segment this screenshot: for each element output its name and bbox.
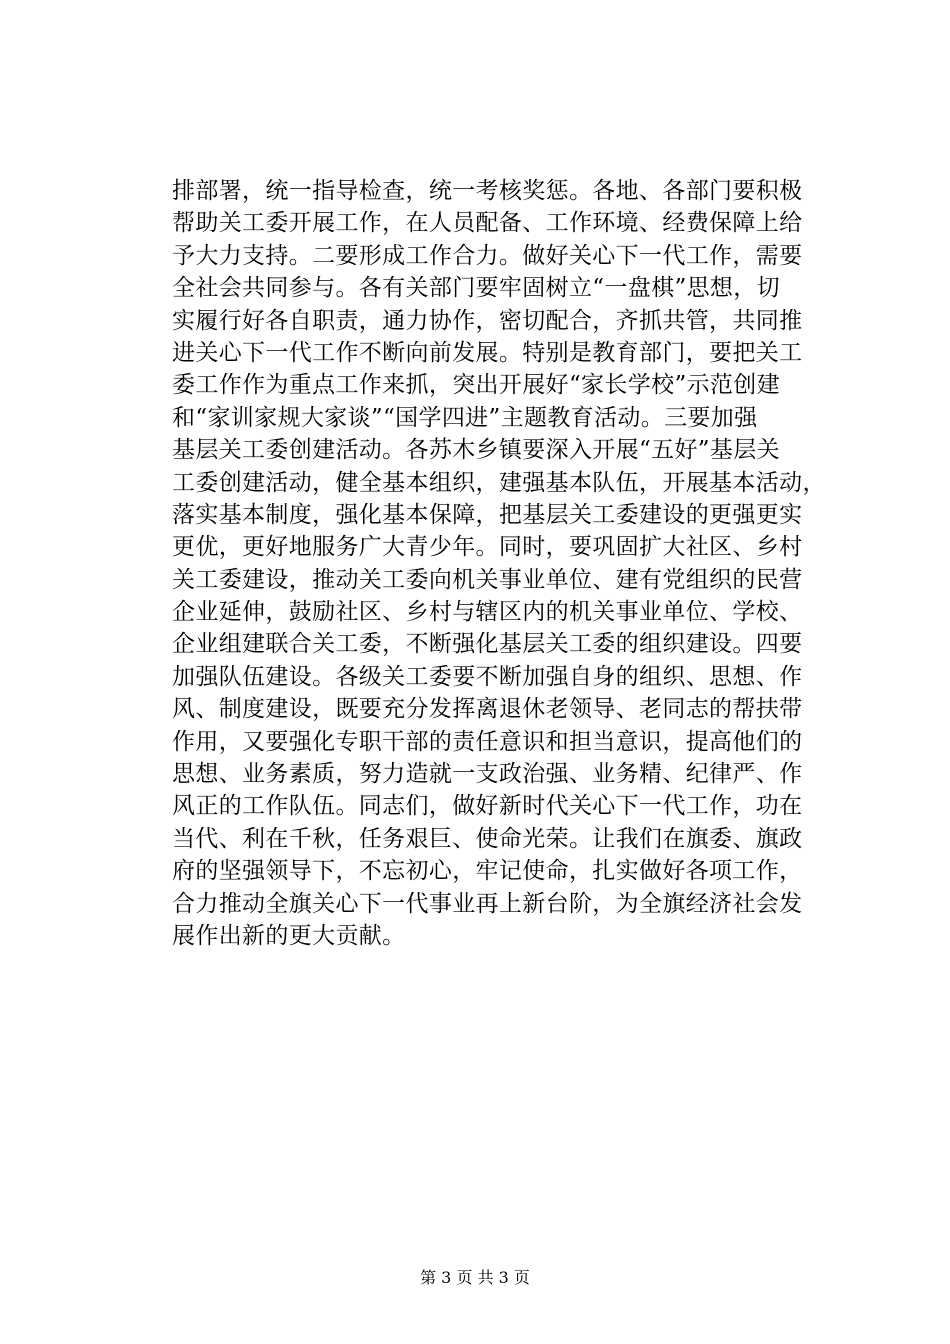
text-line: 作用，又要强化专职干部的责任意识和担当意识，提高他们的	[172, 728, 803, 755]
text-line: 全社会共同参与。各有关部门要牢固树立“一盘棋”思想，切	[172, 275, 780, 302]
text-line: 企业延伸，鼓励社区、乡村与辖区内的机关事业单位、学校、	[172, 599, 803, 626]
text-line: 合力推动全旗关心下一代事业再上新台阶，为全旗经济社会发	[172, 890, 803, 917]
text-line: 实履行好各自职责，通力协作，密切配合，齐抓共管，共同推	[172, 307, 803, 334]
text-line: 关工委建设，推动关工委向机关事业单位、建有党组织的民营	[172, 566, 803, 593]
text-line: 和“家训家规大家谈”“国学四进”主题教育活动。三要加强	[172, 404, 758, 431]
text-line: 帮助关工委开展工作，在人员配备、工作环境、经费保障上给	[172, 210, 803, 237]
text-line: 基层关工委创建活动。各苏木乡镇要深入开展“五好”基层关	[172, 437, 780, 464]
text-line: 思想、业务素质，努力造就一支政治强、业务精、纪律严、作	[172, 761, 803, 788]
text-line: 进关心下一代工作不断向前发展。特别是教育部门，要把关工	[172, 339, 803, 366]
text-line: 排部署，统一指导检查，统一考核奖惩。各地、各部门要积极	[172, 178, 803, 204]
text-line: 委工作作为重点工作来抓，突出开展好“家长学校”示范创建	[172, 372, 780, 399]
text-line: 予大力支持。二要形成工作合力。做好关心下一代工作，需要	[172, 242, 803, 269]
text-line: 更优，更好地服务广大青少年。同时，要巩固扩大社区、乡村	[172, 534, 803, 561]
text-line: 府的坚强领导下，不忘初心，牢记使命，扎实做好各项工作，	[172, 858, 803, 885]
text-line: 风、制度建设，既要充分发挥离退休老领导、老同志的帮扶带	[172, 696, 803, 723]
page-number-footer: 第 3 页 共 3 页	[420, 1268, 530, 1287]
body-text	[172, 175, 832, 952]
text-line: 加强队伍建设。各级关工委要不断加强自身的组织、思想、作	[172, 663, 803, 690]
text-line: 落实基本制度，强化基本保障，把基层关工委建设的更强更实	[172, 501, 803, 528]
text-line: 企业组建联合关工委，不断强化基层关工委的组织建设。四要	[172, 631, 803, 658]
text-line: 当代、利在千秋，任务艰巨、使命光荣。让我们在旗委、旗政	[172, 825, 803, 852]
text-line: 展作出新的更大贡献。	[172, 922, 406, 949]
text-line: 工委创建活动，健全基本组织，建强基本队伍，开展基本活动，	[172, 469, 826, 496]
text-line: 风正的工作队伍。同志们，做好新时代关心下一代工作，功在	[172, 793, 803, 820]
